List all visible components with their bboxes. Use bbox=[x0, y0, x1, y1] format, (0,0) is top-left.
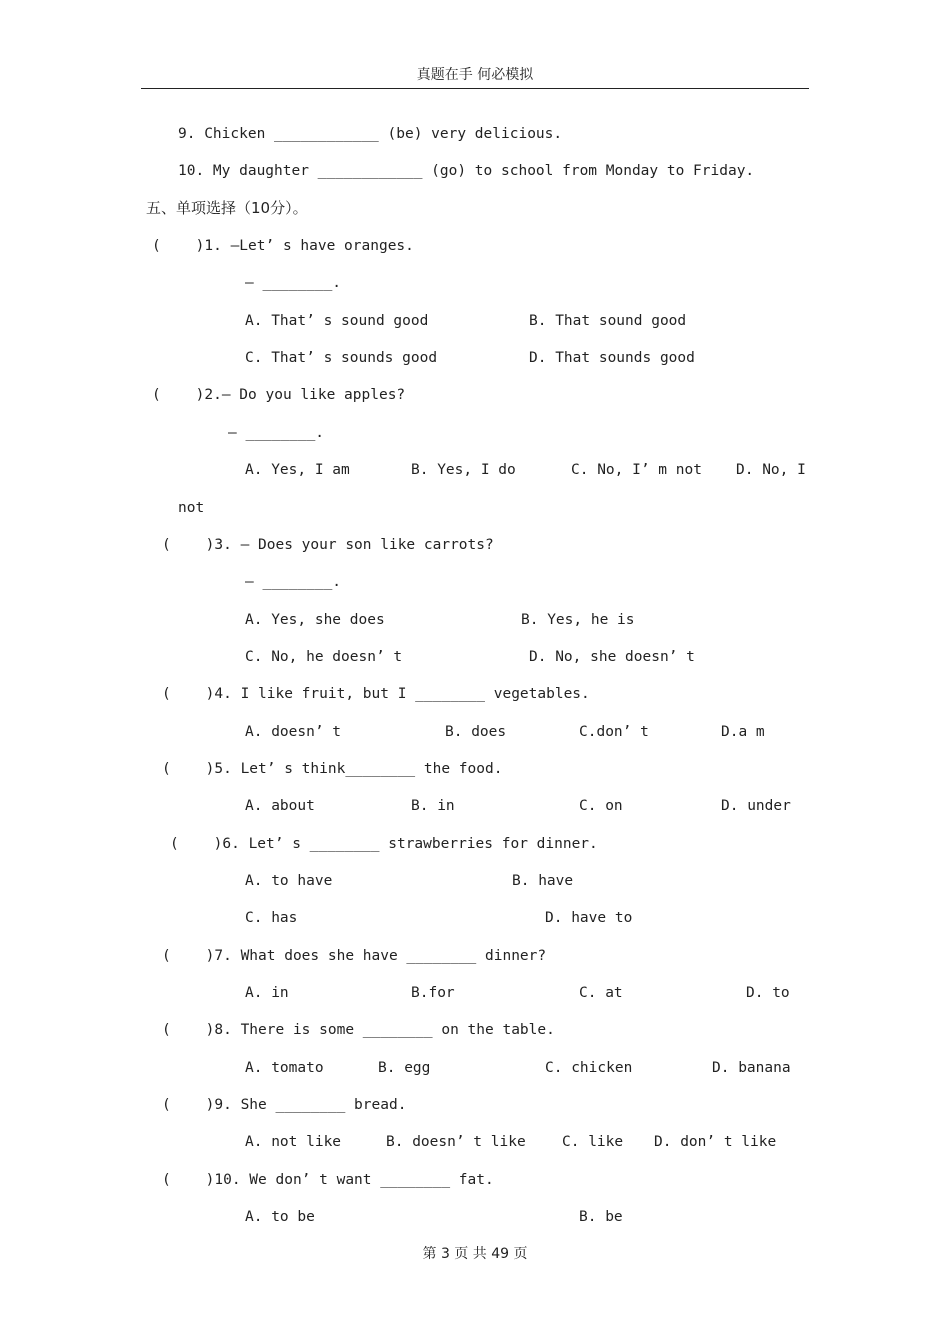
question-2-option-d-continued: not bbox=[178, 500, 205, 516]
question-6-stem: ( )6. Let’ s ________ strawberries for dinner. bbox=[170, 836, 598, 852]
question-3-option-d: D. No, she doesn’ t bbox=[529, 649, 695, 665]
question-4-option-b: B. does bbox=[445, 724, 507, 740]
question-7-option-d: D. to bbox=[746, 985, 790, 1001]
question-6-option-a: A. to have bbox=[245, 873, 333, 889]
section-five-title: 五、单项选择（10分）。 bbox=[146, 199, 308, 217]
question-3-option-b: B. Yes, he is bbox=[521, 612, 635, 628]
fill-item-9: 9. Chicken ____________ (be) very delicious. bbox=[178, 126, 563, 142]
question-1-option-a: A. That’ s sound good bbox=[245, 313, 429, 329]
question-2-reply: — ________. bbox=[228, 425, 325, 441]
question-8-option-a: A. tomato bbox=[245, 1060, 324, 1076]
header-divider bbox=[141, 88, 809, 89]
question-4-option-c: C.don’ t bbox=[579, 724, 649, 740]
question-8-option-d: D. banana bbox=[712, 1060, 791, 1076]
question-1-stem: ( )1. —Let’ s have oranges. bbox=[152, 238, 414, 254]
question-2-option-d: D. No, I bbox=[736, 462, 806, 478]
question-9-option-a: A. not like bbox=[245, 1134, 342, 1150]
question-10-option-b: B. be bbox=[579, 1209, 623, 1225]
question-7-option-a: A. in bbox=[245, 985, 289, 1001]
question-5-option-a: A. about bbox=[245, 798, 315, 814]
question-3-stem: ( )3. — Does your son like carrots? bbox=[162, 537, 494, 553]
question-9-option-d: D. don’ t like bbox=[654, 1134, 777, 1150]
question-3-reply: — ________. bbox=[245, 574, 342, 590]
page-footer: 第 3 页 共 49 页 bbox=[422, 1246, 528, 1262]
question-2-stem: ( )2.— Do you like apples? bbox=[152, 387, 406, 403]
question-5-option-b: B. in bbox=[411, 798, 455, 814]
question-5-option-c: C. on bbox=[579, 798, 623, 814]
question-3-option-a: A. Yes, she does bbox=[245, 612, 385, 628]
fill-item-10: 10. My daughter ____________ (go) to school from Monday to Friday. bbox=[178, 163, 755, 179]
question-6-option-c: C. has bbox=[245, 910, 298, 926]
question-4-option-d: D.a m bbox=[721, 724, 765, 740]
question-4-stem: ( )4. I like fruit, but I ________ vegetables. bbox=[162, 686, 590, 702]
question-2-option-a: A. Yes, I am bbox=[245, 462, 350, 478]
question-1-reply: — ________. bbox=[245, 275, 342, 291]
question-1-option-d: D. That sounds good bbox=[529, 350, 695, 366]
question-7-option-c: C. at bbox=[579, 985, 623, 1001]
question-6-option-d: D. have to bbox=[545, 910, 633, 926]
question-7-stem: ( )7. What does she have ________ dinner? bbox=[162, 948, 547, 964]
question-2-option-c: C. No, I’ m not bbox=[571, 462, 702, 478]
question-2-option-b: B. Yes, I do bbox=[411, 462, 516, 478]
question-9-option-c: C. like bbox=[562, 1134, 624, 1150]
question-6-option-b: B. have bbox=[512, 873, 574, 889]
question-8-option-b: B. egg bbox=[378, 1060, 431, 1076]
question-1-option-c: C. That’ s sounds good bbox=[245, 350, 438, 366]
page-header: 真题在手 何必模拟 bbox=[416, 67, 534, 83]
question-5-stem: ( )5. Let’ s think________ the food. bbox=[162, 761, 503, 777]
question-5-option-d: D. under bbox=[721, 798, 791, 814]
question-10-stem: ( )10. We don’ t want ________ fat. bbox=[162, 1172, 494, 1188]
question-9-option-b: B. doesn’ t like bbox=[386, 1134, 526, 1150]
question-10-option-a: A. to be bbox=[245, 1209, 315, 1225]
question-7-option-b: B.for bbox=[411, 985, 455, 1001]
question-1-option-b: B. That sound good bbox=[529, 313, 687, 329]
question-8-stem: ( )8. There is some ________ on the table. bbox=[162, 1022, 555, 1038]
question-3-option-c: C. No, he doesn’ t bbox=[245, 649, 403, 665]
question-4-option-a: A. doesn’ t bbox=[245, 724, 342, 740]
question-8-option-c: C. chicken bbox=[545, 1060, 633, 1076]
question-9-stem: ( )9. She ________ bread. bbox=[162, 1097, 407, 1113]
